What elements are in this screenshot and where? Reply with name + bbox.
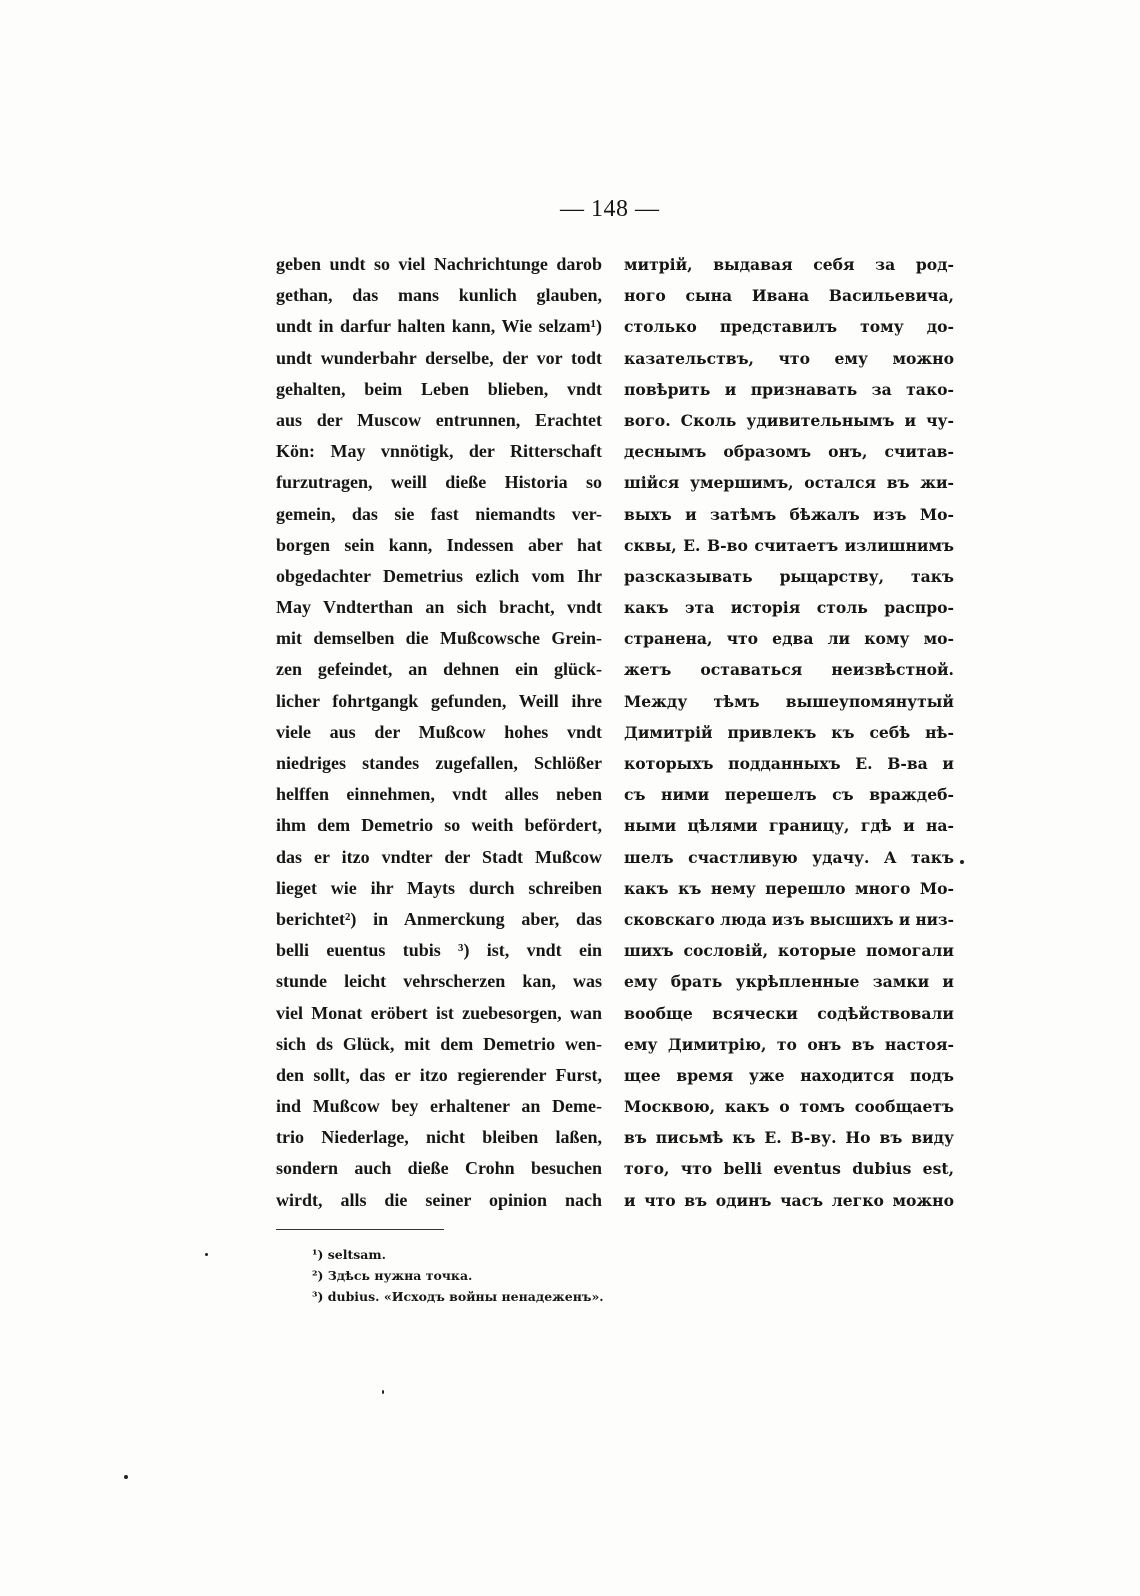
german-text-line: viele aus der Mußcow hohes vndt (276, 721, 602, 742)
russian-text-line: которыхъ подданныхъ Е. В-ва и (624, 754, 954, 773)
russian-text-line: шійся умершимъ, остался въ жи- (624, 473, 954, 493)
russian-text-line: Между тѣмъ вышеупомянутый (624, 691, 954, 711)
russian-text-line: повѣрить и признавать за тако- (624, 379, 954, 399)
footnote-divider (276, 1229, 444, 1230)
german-text-line: borgen sein kann, Indessen aber hat (276, 534, 602, 555)
russian-text-line: Москвою, какъ о томъ сообщаетъ (624, 1097, 954, 1117)
german-text-line: May Vndterthan an sich bracht, vndt (276, 597, 602, 618)
footnote-item: ¹) seltsam. (312, 1247, 386, 1262)
russian-text-line: выхъ и затѣмъ бѣжалъ изъ Мо- (624, 504, 954, 524)
print-speck (382, 1390, 384, 1394)
german-text-line: helffen einnehmen, vndt alles neben (276, 784, 602, 805)
russian-text-line: столько представилъ тому до- (624, 317, 954, 337)
german-text-line: ind Mußcow bey erhaltener an Deme- (276, 1096, 602, 1117)
german-text-line: gehalten, beim Leben blieben, vndt (276, 378, 602, 399)
german-text-line: undt in darfur halten kann, Wie selzam¹) (276, 316, 602, 337)
german-text-line: licher fohrtgangk gefunden, Weill ihre (276, 690, 602, 711)
print-speck (205, 1253, 208, 1256)
german-text-line: wirdt, alls die seiner opinion nach (276, 1189, 602, 1210)
german-text-line: berichtet²) in Anmerckung aber, das (276, 908, 602, 929)
russian-text-line: деснымъ образомъ онъ, считав- (624, 442, 954, 462)
russian-text-line: казательствъ, что ему можно (624, 348, 954, 368)
footnotes (312, 1244, 732, 1307)
german-text-line: geben undt so viel Nachrichtunge darob (276, 254, 602, 274)
russian-text-line: какъ эта исторія столь распро- (624, 598, 954, 618)
russian-text-line: того, что belli eventus dubius est, (624, 1159, 954, 1179)
german-text-line: gethan, das mans kunlich glauben, (276, 285, 602, 306)
german-text-line: ihm dem Demetrio so weith befördert, (276, 815, 602, 836)
german-text-line: lieget wie ihr Mayts durch schreiben (276, 877, 602, 898)
russian-text-line: сковскаго люда изъ высшихъ и низ- (624, 909, 954, 929)
footnote-item: ³) dubius. «Исходъ войны ненадеженъ». (312, 1289, 604, 1304)
german-text-line: viel Monat eröbert ist zuebesorgen, wan (276, 1002, 602, 1023)
german-text-line: trio Niederlage, nicht bleiben laßen, (276, 1127, 602, 1148)
russian-text-line: шихъ сословій, которые помогали (624, 941, 954, 961)
german-text-line: aus der Muscow entrunnen, Erachtet (276, 409, 602, 430)
russian-text-line: странена, что едва ли кому мо- (624, 629, 954, 649)
page-number: — 148 — (560, 196, 660, 222)
russian-text-line: какъ къ нему перешло много Мо- (624, 878, 954, 898)
russian-text-line: шелъ счастливую удачу. А такъ (624, 847, 954, 867)
russian-text-line: разсказывать рыцарству, такъ (624, 566, 954, 586)
german-text-line: sondern auch dieße Crohn besuchen (276, 1158, 602, 1179)
russian-text-line: ными цѣлями границу, гдѣ и на- (624, 816, 954, 836)
russian-text-line: ему брать укрѣпленные замки и (624, 972, 954, 992)
german-text-line: obgedachter Demetrius ezlich vom Ihr (276, 565, 602, 586)
german-text-line: niedriges standes zugefallen, Schlößer (276, 753, 602, 773)
russian-text-line: сквы, Е. В-во считаетъ излишнимъ (624, 535, 954, 555)
german-text-line: gemein, das sie fast niemandts ver- (276, 503, 602, 524)
russian-translation-column (624, 249, 954, 1216)
german-text-line: stunde leicht vehrscherzen kan, was (276, 971, 602, 992)
print-speck (124, 1475, 128, 1479)
russian-text-line: вого. Сколь удивительнымъ и чу- (624, 410, 954, 430)
german-text-line: undt wunderbahr derselbe, der vor todt (276, 347, 602, 368)
russian-text-line: митрій, выдавая себя за род- (624, 255, 954, 274)
russian-text-line: жетъ оставаться неизвѣстной. (624, 660, 954, 680)
german-text-line: zen gefeindet, an dehnen ein glück- (276, 659, 602, 680)
footnote-item: ²) Здѣсь нужна точка. (312, 1268, 473, 1283)
russian-text-line: Димитрій привлекъ къ себѣ нѣ- (624, 722, 954, 742)
german-text-line: das er itzo vndter der Stadt Mußcow (276, 846, 602, 867)
german-text-column (276, 249, 602, 1216)
german-text-line: sich ds Glück, mit dem Demetrio wen- (276, 1033, 602, 1054)
print-speck (960, 860, 964, 864)
russian-text-line: и что въ одинъ часъ легко можно (624, 1190, 954, 1210)
german-text-line: den sollt, das er itzo regierender Furst, (276, 1064, 602, 1085)
german-text-line: furzutragen, weill dieße Historia so (276, 472, 602, 493)
russian-text-line: ного сына Ивана Васильевича, (624, 286, 954, 306)
german-text-line: belli euentus tubis ³) ist, vndt ein (276, 940, 602, 961)
russian-text-line: съ ними перешелъ съ враждеб- (624, 785, 954, 805)
russian-text-line: щее время уже находится подъ (624, 1065, 954, 1085)
german-text-line: Kön: May vnnötigk, der Ritterschaft (276, 441, 602, 462)
russian-text-line: въ письмѣ къ Е. В-ву. Но въ виду (624, 1128, 954, 1148)
russian-text-line: вообще всячески содѣйствовали (624, 1003, 954, 1023)
german-text-line: mit demselben die Mußcowsche Grein- (276, 628, 602, 649)
russian-text-line: ему Димитрію, то онъ въ настоя- (624, 1034, 954, 1054)
